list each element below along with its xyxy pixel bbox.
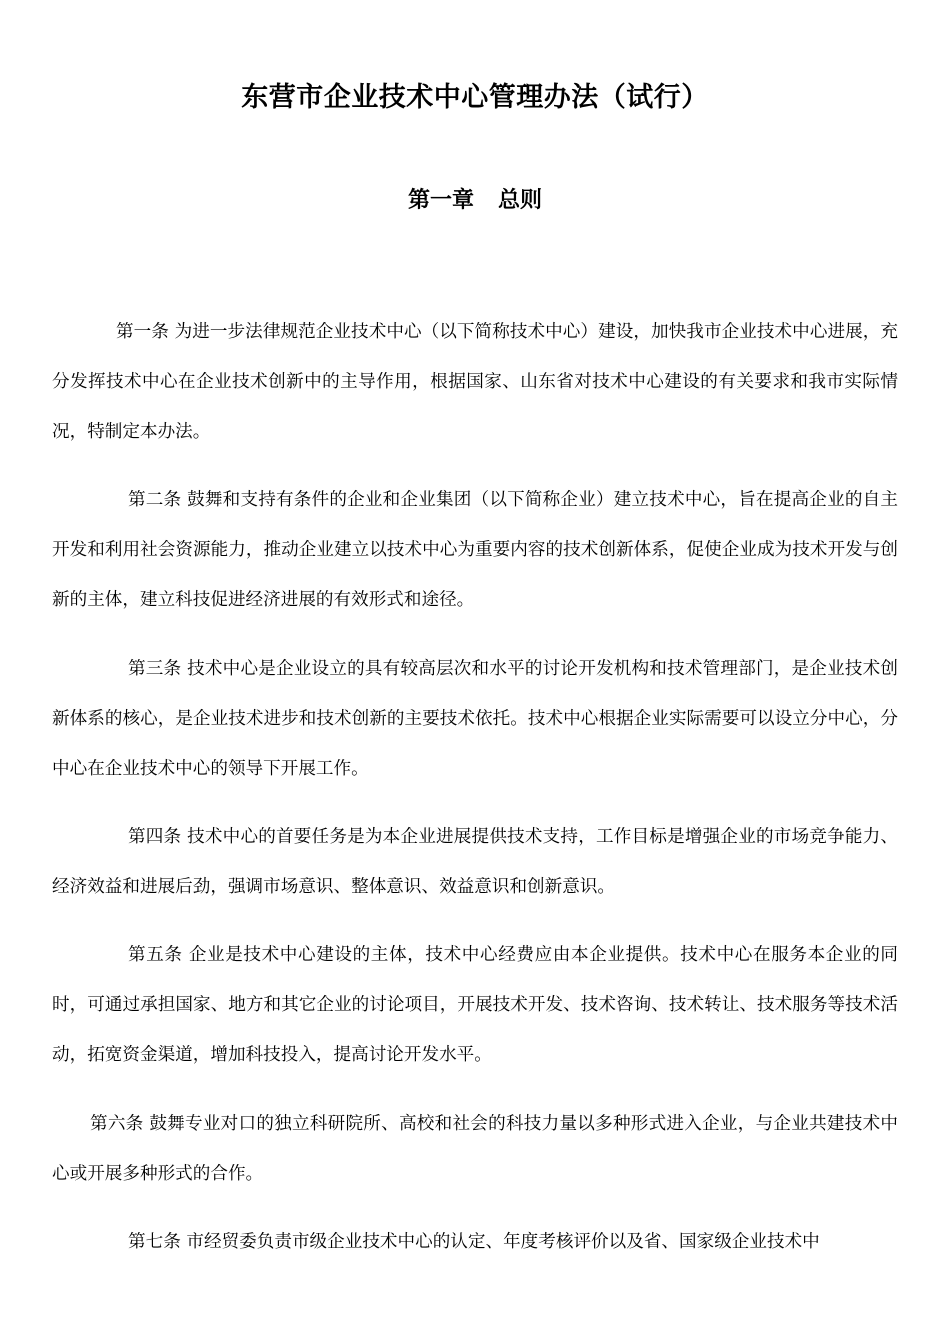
article-text: 为进一步法律规范企业技术中心（以下简称技术中心）建设，加快我市企业技术中心进展，充分发挥技术中心在企业技术创新中的主导作用，根据国家、山东省对技术中心建设的有关要求和我市实际情况，特制定本办法。 [52, 322, 898, 442]
document-title: 东营市企业技术中心管理办法（试行） [241, 82, 709, 113]
article-text: 企业是技术中心建设的主体，技术中心经费应由本企业提供。技术中心在服务本企业的同时，可通过承担国家、地方和其它企业的讨论项目，开展技术开发、技术咨询、技术转让、技术服务等技术活动，拓宽资金渠道，增加科技投入，提高讨论开发水平。 [52, 945, 898, 1065]
article-text: 技术中心是企业设立的具有较高层次和水平的讨论开发机构和技术管理部门，是企业技术创新体系的核心，是企业技术进步和技术创新的主要技术依托。技术中心根据企业实际需要可以设立分中心，分中心在企业技术中心的领导下开展工作。 [52, 659, 898, 779]
article-6 [52, 1099, 898, 1199]
article-7 [52, 1217, 898, 1267]
article-4 [52, 812, 898, 912]
chapter-name: 总则 [498, 187, 543, 213]
chapter-heading [0, 182, 950, 218]
article-5 [52, 930, 898, 1080]
article-text: 鼓舞和支持有条件的企业和企业集团（以下简称企业）建立技术中心，旨在提高企业的自主开发和利用社会资源能力，推动企业建立以技术中心为重要内容的技术创新体系，促使企业成为技术开发与创新的主体，建立科技促进经济进展的有效形式和途径。 [52, 490, 898, 610]
article-label: 第七条 [128, 1232, 181, 1252]
article-label: 第四条 [128, 827, 182, 847]
article-2 [52, 475, 898, 625]
article-label: 第一条 [116, 322, 169, 342]
article-label: 第六条 [90, 1114, 144, 1134]
article-1 [52, 307, 898, 457]
article-label: 第二条 [128, 490, 182, 510]
chapter-number: 第一章 [407, 187, 474, 213]
article-label: 第三条 [128, 659, 182, 679]
article-text: 技术中心的首要任务是为本企业进展提供技术支持，工作目标是增强企业的市场竞争能力、经济效益和进展后劲，强调市场意识、整体意识、效益意识和创新意识。 [52, 827, 898, 897]
article-text: 市经贸委负责市级企业技术中心的认定、年度考核评价以及省、国家级企业技术中 [186, 1232, 820, 1252]
article-text: 鼓舞专业对口的独立科研院所、高校和社会的科技力量以多种形式进入企业，与企业共建技术中心或开展多种形式的合作。 [52, 1114, 898, 1184]
article-3 [52, 644, 898, 794]
article-label: 第五条 [128, 945, 183, 965]
